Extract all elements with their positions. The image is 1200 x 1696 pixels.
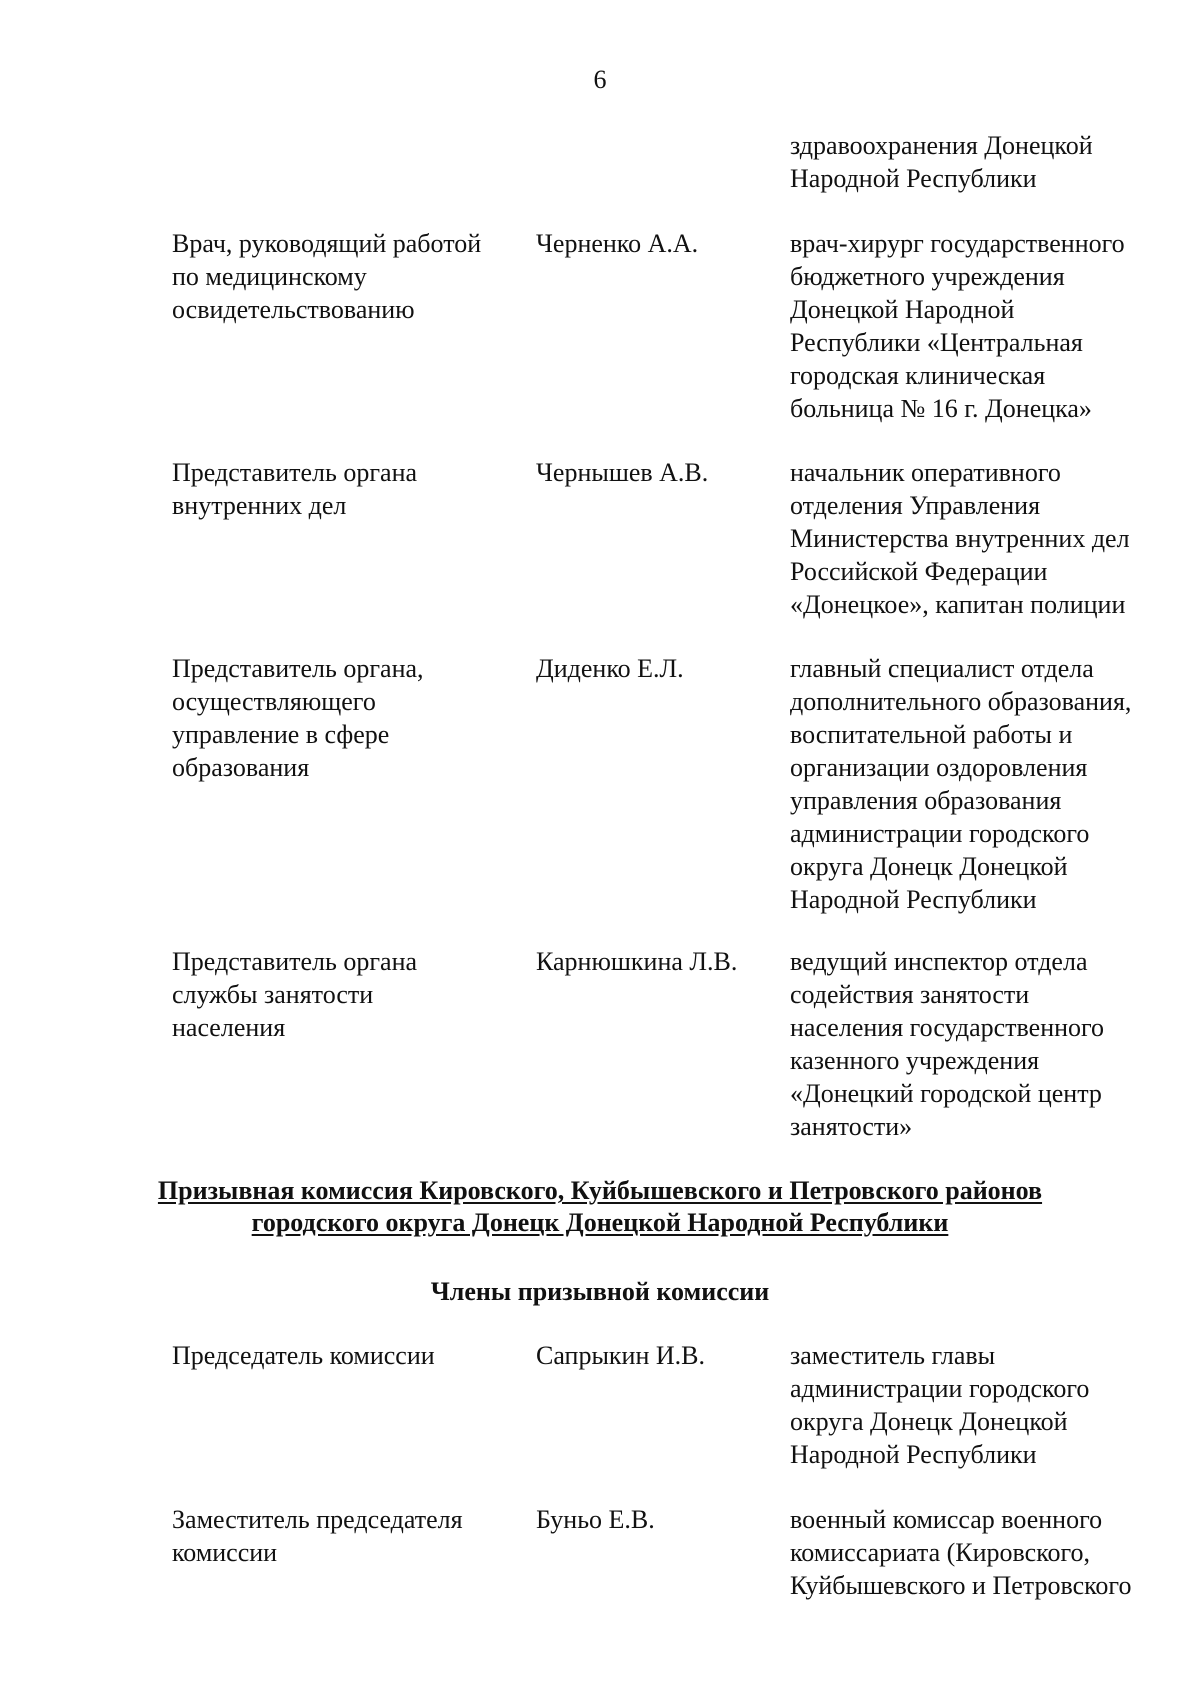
row-position: заместитель главы администрации городского округа Донецк Донецкой Народной Республики (790, 1341, 1090, 1469)
commission-title: Призывная комиссия Кировского, Куйбышевского и Петровского районов (157, 1176, 1043, 1205)
position-continuation: здравоохранения Донецкой Народной Республики (790, 131, 1093, 193)
row-name: Сапрыкин И.В. (536, 1341, 705, 1370)
row-position: главный специалист отдела дополнительного образования, воспитательной работы и организации оздоровления управления образования администрации городского округа Донецк Донецкой Народной Республики (790, 654, 1132, 914)
row-name: Черненко А.А. (536, 229, 699, 258)
members-heading: Члены призывной комиссии (430, 1277, 770, 1306)
row-name: Диденко Е.Л. (536, 654, 684, 683)
row-role: Представитель органа внутренних дел (172, 458, 418, 520)
commission-title: городского округа Донецк Донецкой Народной Республики (251, 1208, 949, 1237)
row-position: ведущий инспектор отдела содействия занятости населения государственного казенного учреждения «Донецкий городской центр занятости» (790, 947, 1105, 1141)
row-name: Карнюшкина Л.В. (536, 947, 738, 976)
row-position: врач-хирург государственного бюджетного учреждения Донецкой Народной Республики «Центральная городская клиническая больница № 16 г. Донецка» (790, 229, 1125, 423)
row-role: Представитель органа, осуществляющего управление в сфере образования (172, 654, 424, 782)
row-position: военный комиссар военного комиссариата (Кировского, Куйбышевского и Петровского (790, 1505, 1132, 1600)
row-role: Заместитель председателя комиссии (172, 1505, 463, 1567)
row-role: Председатель комиссии (172, 1341, 435, 1370)
row-name: Буньо Е.В. (536, 1505, 655, 1534)
row-name: Чернышев А.В. (536, 458, 709, 487)
page-number: 6 (593, 65, 607, 94)
row-role: Представитель органа службы занятости населения (172, 947, 418, 1042)
row-position: начальник оперативного отделения Управления Министерства внутренних дел Российской Федерации «Донецкое», капитан полиции (790, 458, 1130, 619)
row-role: Врач, руководящий работой по медицинскому освидетельствованию (172, 229, 482, 324)
